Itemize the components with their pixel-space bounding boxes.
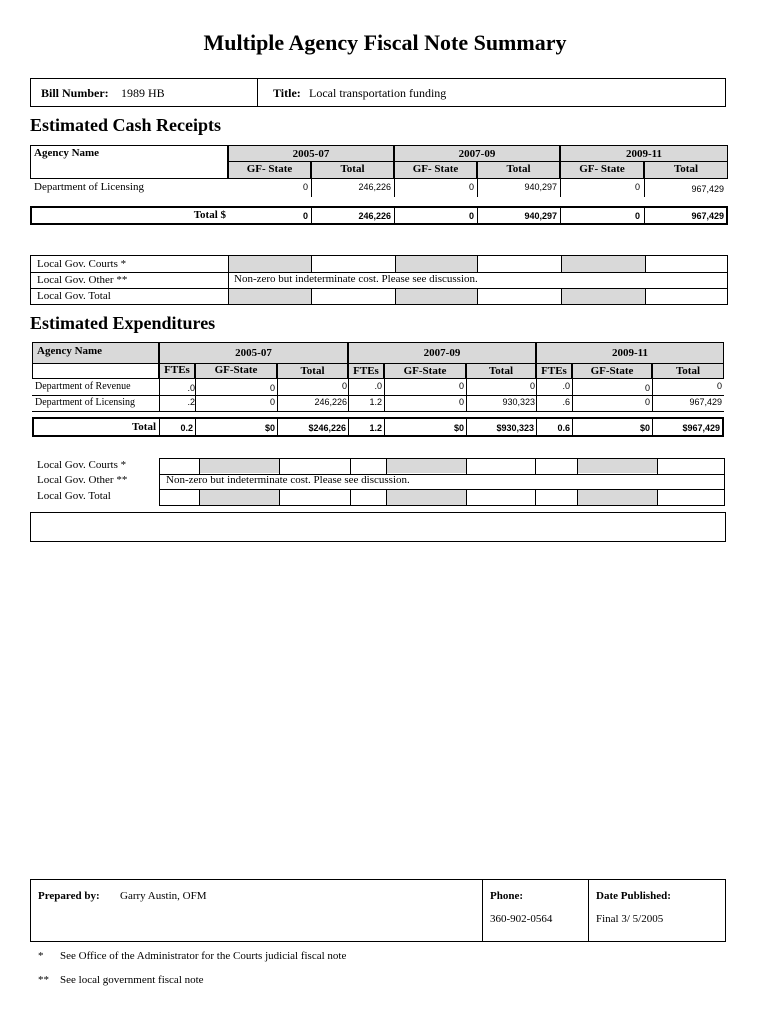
cell-value: 0: [644, 383, 650, 393]
total-value: 967,429: [691, 211, 724, 221]
exp-col-total: Total: [300, 365, 325, 377]
bill-info-box: [30, 78, 726, 107]
total-value: $0: [264, 423, 275, 433]
bill-title: Local transportation funding: [309, 86, 447, 100]
cash-period-3: 2009-11: [625, 148, 663, 160]
date-published: Final 3/ 5/2005: [596, 913, 664, 925]
local-gov-label: Local Gov. Total: [37, 490, 111, 502]
exp-col-gf: GF-State: [214, 364, 258, 376]
cell-value: 930,323: [502, 397, 535, 407]
local-gov-label: Local Gov. Other **: [37, 274, 128, 286]
cell-value: 0: [302, 182, 308, 192]
cell-value: 0: [458, 381, 464, 391]
exp-period-2: 2007-09: [423, 347, 461, 359]
cash-period-1: 2005-07: [292, 148, 330, 160]
table-row: [30, 179, 728, 197]
cell-value: 0: [634, 182, 640, 192]
exp-rows: [32, 379, 724, 411]
page-title: Multiple Agency Fiscal Note Summary: [203, 30, 567, 55]
cell-value: 0: [529, 381, 535, 391]
exp-col-total: Total: [488, 365, 514, 377]
cell-value: 0: [341, 381, 347, 391]
local-gov-label: Local Gov. Other **: [37, 474, 128, 486]
cell-value: 0: [716, 381, 722, 391]
expenditures-heading: Estimated Expenditures: [30, 313, 216, 333]
total-value: 0: [634, 211, 640, 221]
total-value: 0: [302, 211, 308, 221]
cell-value: .0: [562, 381, 570, 391]
cash-header: [30, 145, 728, 179]
cash-totals-row: [30, 206, 728, 225]
total-value: 246,226: [358, 211, 391, 221]
footer-box: [30, 879, 726, 942]
cell-value: 1.2: [369, 397, 382, 407]
prepared-by-label: Prepared by:: [38, 890, 100, 902]
total-value: $0: [453, 423, 464, 433]
exp-col-total: Total: [675, 365, 701, 377]
cell-value: 0: [269, 383, 275, 393]
local-gov-note: Non-zero but indeterminate cost. Please see discussion.: [234, 273, 478, 285]
exp-col-ftes: FTEs: [353, 365, 379, 377]
cell-value: .2: [187, 397, 195, 407]
cell-value: 940,297: [524, 182, 557, 192]
cash-total-label: Total $: [193, 209, 226, 221]
cell-value: 967,429: [689, 397, 722, 407]
total-value: 1.2: [369, 423, 382, 433]
local-gov-label: Local Gov. Courts *: [37, 459, 127, 471]
local-gov-label: Local Gov. Courts *: [37, 258, 127, 270]
footnote-mark: **: [38, 974, 49, 986]
footnote-mark: *: [38, 950, 44, 962]
empty-notes-box: [30, 512, 726, 542]
phone-label: Phone:: [490, 890, 523, 902]
table-row: [32, 395, 724, 411]
cash-agency-header: Agency Name: [34, 147, 100, 159]
cash-col-total: Total: [506, 163, 531, 175]
bill-title-label: Title:: [273, 86, 301, 100]
agency-name: Department of Revenue: [35, 381, 131, 392]
exp-col-ftes: FTEs: [164, 364, 190, 376]
table-row: [32, 379, 724, 395]
exp-totals-row: [32, 417, 724, 437]
cell-value: 0: [468, 182, 474, 192]
cell-value: 0: [458, 397, 464, 407]
exp-col-ftes: FTEs: [541, 365, 567, 377]
total-value: $246,226: [308, 423, 346, 433]
bill-number-label: Bill Number:: [41, 86, 109, 100]
cash-period-2: 2007-09: [458, 148, 496, 160]
total-value: $0: [639, 423, 650, 433]
date-published-label: Date Published:: [596, 890, 671, 902]
exp-agency-header: Agency Name: [37, 345, 103, 357]
cell-value: 0: [269, 397, 275, 407]
cell-value: 246,226: [314, 397, 347, 407]
agency-name: Department of Licensing: [34, 181, 144, 193]
total-value: 940,297: [524, 211, 557, 221]
cell-value: 246,226: [358, 182, 391, 192]
cash-col-total: Total: [673, 163, 699, 175]
exp-col-gf: GF-State: [590, 365, 634, 377]
total-value: 0.2: [180, 423, 193, 433]
exp-local-gov: [32, 458, 724, 506]
exp-total-label: Total: [131, 421, 156, 433]
cell-value: 0: [644, 397, 650, 407]
exp-header: [32, 342, 724, 379]
cash-receipts-heading: Estimated Cash Receipts: [30, 115, 221, 135]
total-value: $930,323: [496, 423, 534, 433]
cell-value: .6: [562, 397, 570, 407]
total-value: 0: [468, 211, 474, 221]
total-value: 0.6: [557, 423, 570, 433]
footnote-text: See Office of the Administrator for the Courts judicial fiscal note: [60, 950, 347, 962]
exp-period-3: 2009-11: [611, 347, 649, 359]
local-gov-label: Local Gov. Total: [37, 290, 111, 302]
cash-col-gf: GF- State: [579, 163, 625, 175]
exp-col-gf: GF-State: [403, 365, 447, 377]
cell-value: .0: [187, 383, 195, 393]
total-value: $967,429: [682, 423, 720, 433]
prepared-by: Garry Austin, OFM: [120, 890, 207, 902]
local-gov-note: Non-zero but indeterminate cost. Please see discussion.: [166, 474, 410, 486]
cash-local-gov: [30, 255, 728, 305]
cash-col-gf: GF- State: [412, 163, 459, 175]
bill-number: 1989 HB: [121, 86, 165, 100]
cell-value: .0: [374, 381, 382, 391]
phone-number: 360-902-0564: [490, 913, 553, 925]
footnote-text: See local government fiscal note: [60, 974, 204, 986]
cash-col-total: Total: [340, 163, 365, 175]
agency-name: Department of Licensing: [35, 397, 135, 408]
exp-period-1: 2005-07: [235, 347, 272, 359]
cash-col-gf: GF- State: [246, 163, 293, 175]
cell-value: 967,429: [691, 184, 724, 194]
